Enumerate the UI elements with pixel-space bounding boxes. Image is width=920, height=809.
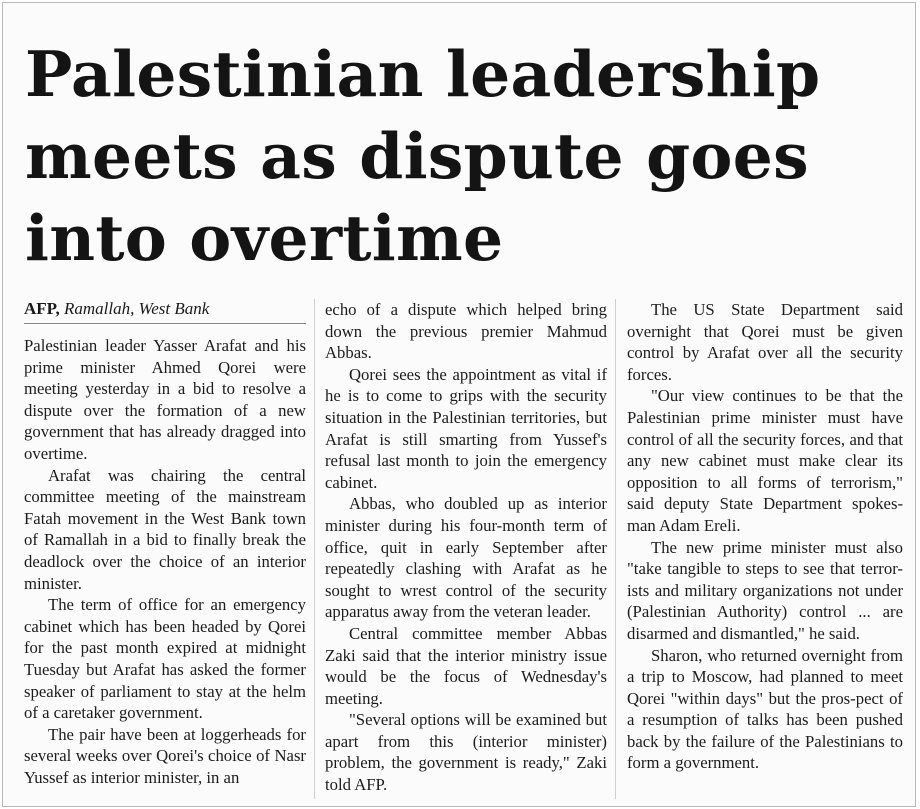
paragraph: Abbas, who doubled up as interior minister during his four-month term of office, quit in early September after repeatedly clashing with Arafat as he sought to wrest control of the security apparatus away from the veteran leader.: [325, 494, 607, 622]
newspaper-clipping: [2, 2, 916, 807]
byline-place: Ramallah, West Bank: [64, 299, 210, 318]
paragraph: The US State Department said overnight that Qorei must be given control by Arafat over all the security forces.: [627, 300, 903, 384]
paragraph: "Our view continues to be that the Palestinian prime minister must have control of all the security forces, and that any new cabinet must make clear its opposition to all forms of terrorism," said deputy State Department spokes-man Adam Ereli.: [627, 386, 903, 535]
paragraph: Arafat was chairing the central committee meeting of the mainstream Fatah movement in the West Bank town of Ramallah in a bid to finally break the deadlock over the choice of an interior minister.: [24, 465, 306, 593]
paragraph: The pair have been at loggerheads for several weeks over Qorei's choice of Nasr Yussef as interior minister, in an: [24, 724, 306, 787]
paragraph: Palestinian leader Yasser Arafat and his prime minister Ahmed Qorei were meeting yesterday in a bid to resolve a dispute over the formation of a new government that has already dragged into overtime.: [24, 336, 306, 463]
headline-line-1: Palestinian leadership: [25, 37, 821, 111]
paragraph: Sharon, who returned overnight from a trip to Moscow, had planned to meet Qorei "within days" but the pros-pect of a resumption of talks has been pushed back by the failure of the Palestinians to form a government.: [627, 645, 903, 773]
headline-line-2: meets as dispute goes: [25, 119, 809, 193]
article-column-2: [325, 299, 607, 796]
paragraph: The term of office for an emergency cabinet which has been headed by Qorei for the past month expired at midnight Tuesday but Arafat has asked the former speaker of parliament to stay at the helm of a caretaker government.: [24, 595, 306, 723]
article-column-1: [24, 299, 306, 788]
paragraph: The new prime minister must also "take tangible to steps to see that terror-ists and military organizations not under (Palestinian Authority) control ... are disarmed and dismantled," he said.: [627, 537, 903, 643]
column-divider: [314, 299, 315, 799]
paragraph: Qorei sees the appointment as vital if he is to come to grips with the security situation in the Palestinian territories, but Arafat is still smarting from Yussef's refusal last month to join the emergency cabinet.: [325, 364, 607, 492]
byline: [24, 299, 306, 324]
headline-line-3: into overtime: [25, 201, 504, 275]
paragraph: Central committee member Abbas Zaki said that the interior ministry issue would be the focus of Wednesday's meeting.: [325, 623, 607, 708]
byline-agency: AFP,: [24, 299, 60, 318]
article-column-3: [627, 299, 903, 774]
column-divider: [615, 299, 616, 799]
paragraph: "Several options will be examined but apart from this (interior minister) problem, the government is ready," Zaki told AFP.: [325, 710, 607, 795]
headline: [25, 33, 905, 279]
paragraph: echo of a dispute which helped bring down the previous premier Mahmud Abbas.: [325, 300, 607, 363]
